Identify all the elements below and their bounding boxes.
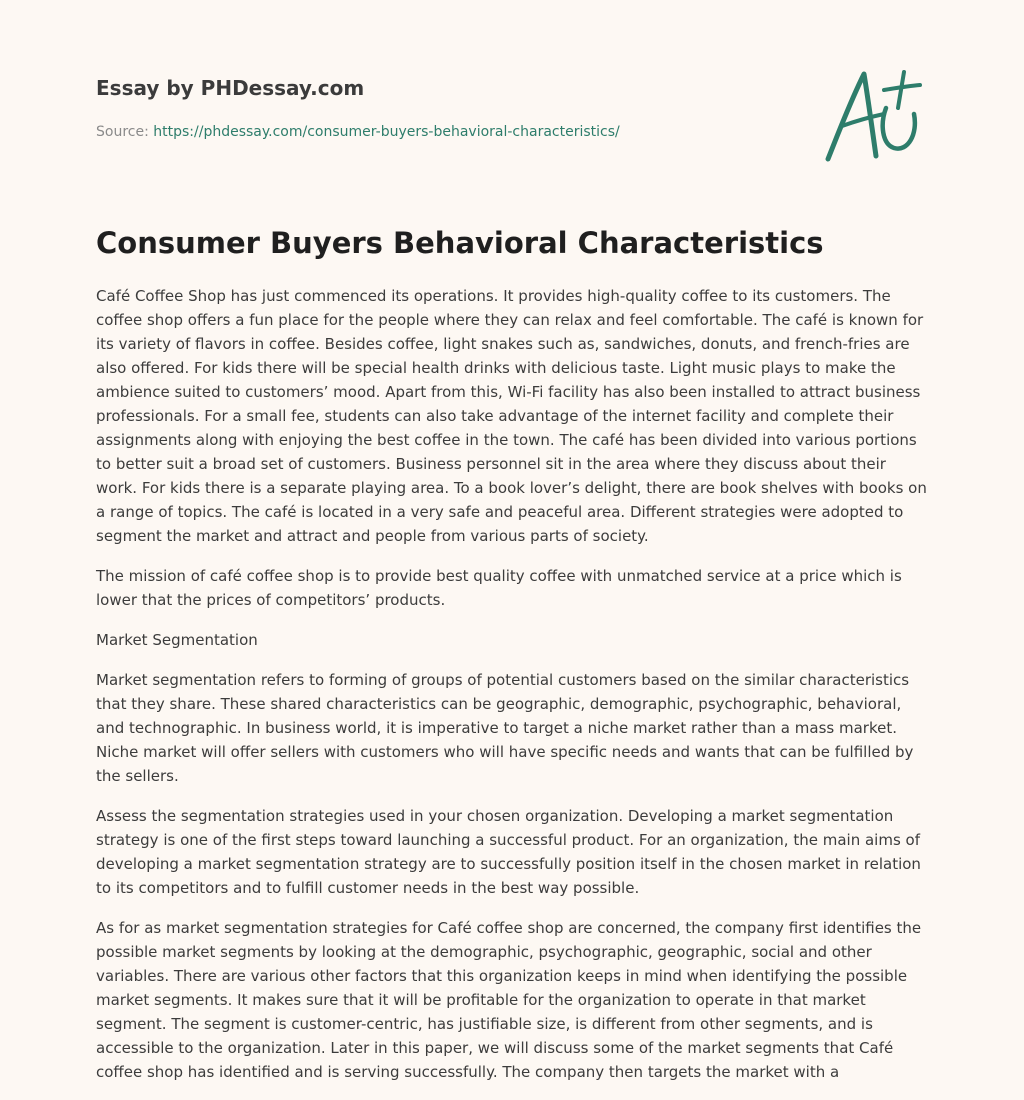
essay-body: [96, 284, 928, 1100]
source-label: Source:: [96, 124, 149, 140]
page-header: [96, 0, 928, 190]
section-heading-market-segmentation: Market Segmentation: [96, 631, 258, 649]
essay-title: Consumer Buyers Behavioral Characteristics: [96, 226, 824, 260]
paragraph-mission: The mission of café coffee shop is to provide best quality coffee with unmatched service at a price which is lower that the prices of competitors’ products.: [96, 567, 902, 609]
paragraph-segmentation-definition: Market segmentation refers to forming of groups of potential customers based on the similar characteristics that they share. These shared characteristics can be geographic, demographic, psychographic, behavioral, and technographic. In business world, it is imperative to target a niche market rather than a mass market. Niche market will offer sellers with customers who will have specific needs and wants that can be fulfilled by the sellers.: [96, 671, 914, 785]
a-plus-grade-icon: [824, 64, 928, 166]
paragraph-intro: Café Coffee Shop has just commenced its operations. It provides high-quality coffee to its customers. The coffee shop offers a fun place for the people where they can relax and feel comfortable. The café is known for its variety of flavors in coffee. Besides coffee, light snakes such as, sandwiches, donuts, and french-fries are also offered. For kids there will be special health drinks with delicious taste. Light music plays to make the ambience suited to customers’ mood. Apart from this, Wi-Fi facility has also been installed to attract business professionals. For a small fee, students can also take advantage of the internet facility and complete their assignments along with enjoying the best coffee in the town. The café has been divided into various portions to better suit a broad set of customers. Business personnel sit in the area where they discuss about their work. For kids there is a separate playing area. To a book lover’s delight, there are book shelves with books on a range of topics. The café is located in a very safe and peaceful area. Different strategies were adopted to segment the market and attract and people from various parts of society.: [96, 287, 927, 545]
paragraph-segmentation-strategies: As for as market segmentation strategies for Café coffee shop are concerned, the company first identifies the possible market segments by looking at the demographic, psychographic, geographic, social and other variables. There are various other factors that this organization keeps in mind when identifying the possible market segments. It makes sure that it will be profitable for the organization to operate in that market segment. The segment is customer-centric, has justifiable size, is different from other segments, and is accessible to the organization. Later in this paper, we will discuss some of the market segments that Café coffee shop has identified and is serving successfully. The company then targets the market with a: [96, 919, 922, 1081]
paragraph-segmentation-assessment: Assess the segmentation strategies used in your chosen organization. Developing a market segmentation strategy is one of the first steps toward launching a successful product. For an organization, the main aims of developing a market segmentation strategy are to successfully position itself in the chosen market in relation to its competitors and to fulfill customer needs in the best way possible.: [96, 807, 921, 897]
source-link[interactable]: https://phdessay.com/consumer-buyers-behavioral-characteristics/: [153, 124, 620, 140]
site-brand: Essay by PHDessay.com: [96, 76, 365, 100]
source-line: [96, 124, 620, 140]
